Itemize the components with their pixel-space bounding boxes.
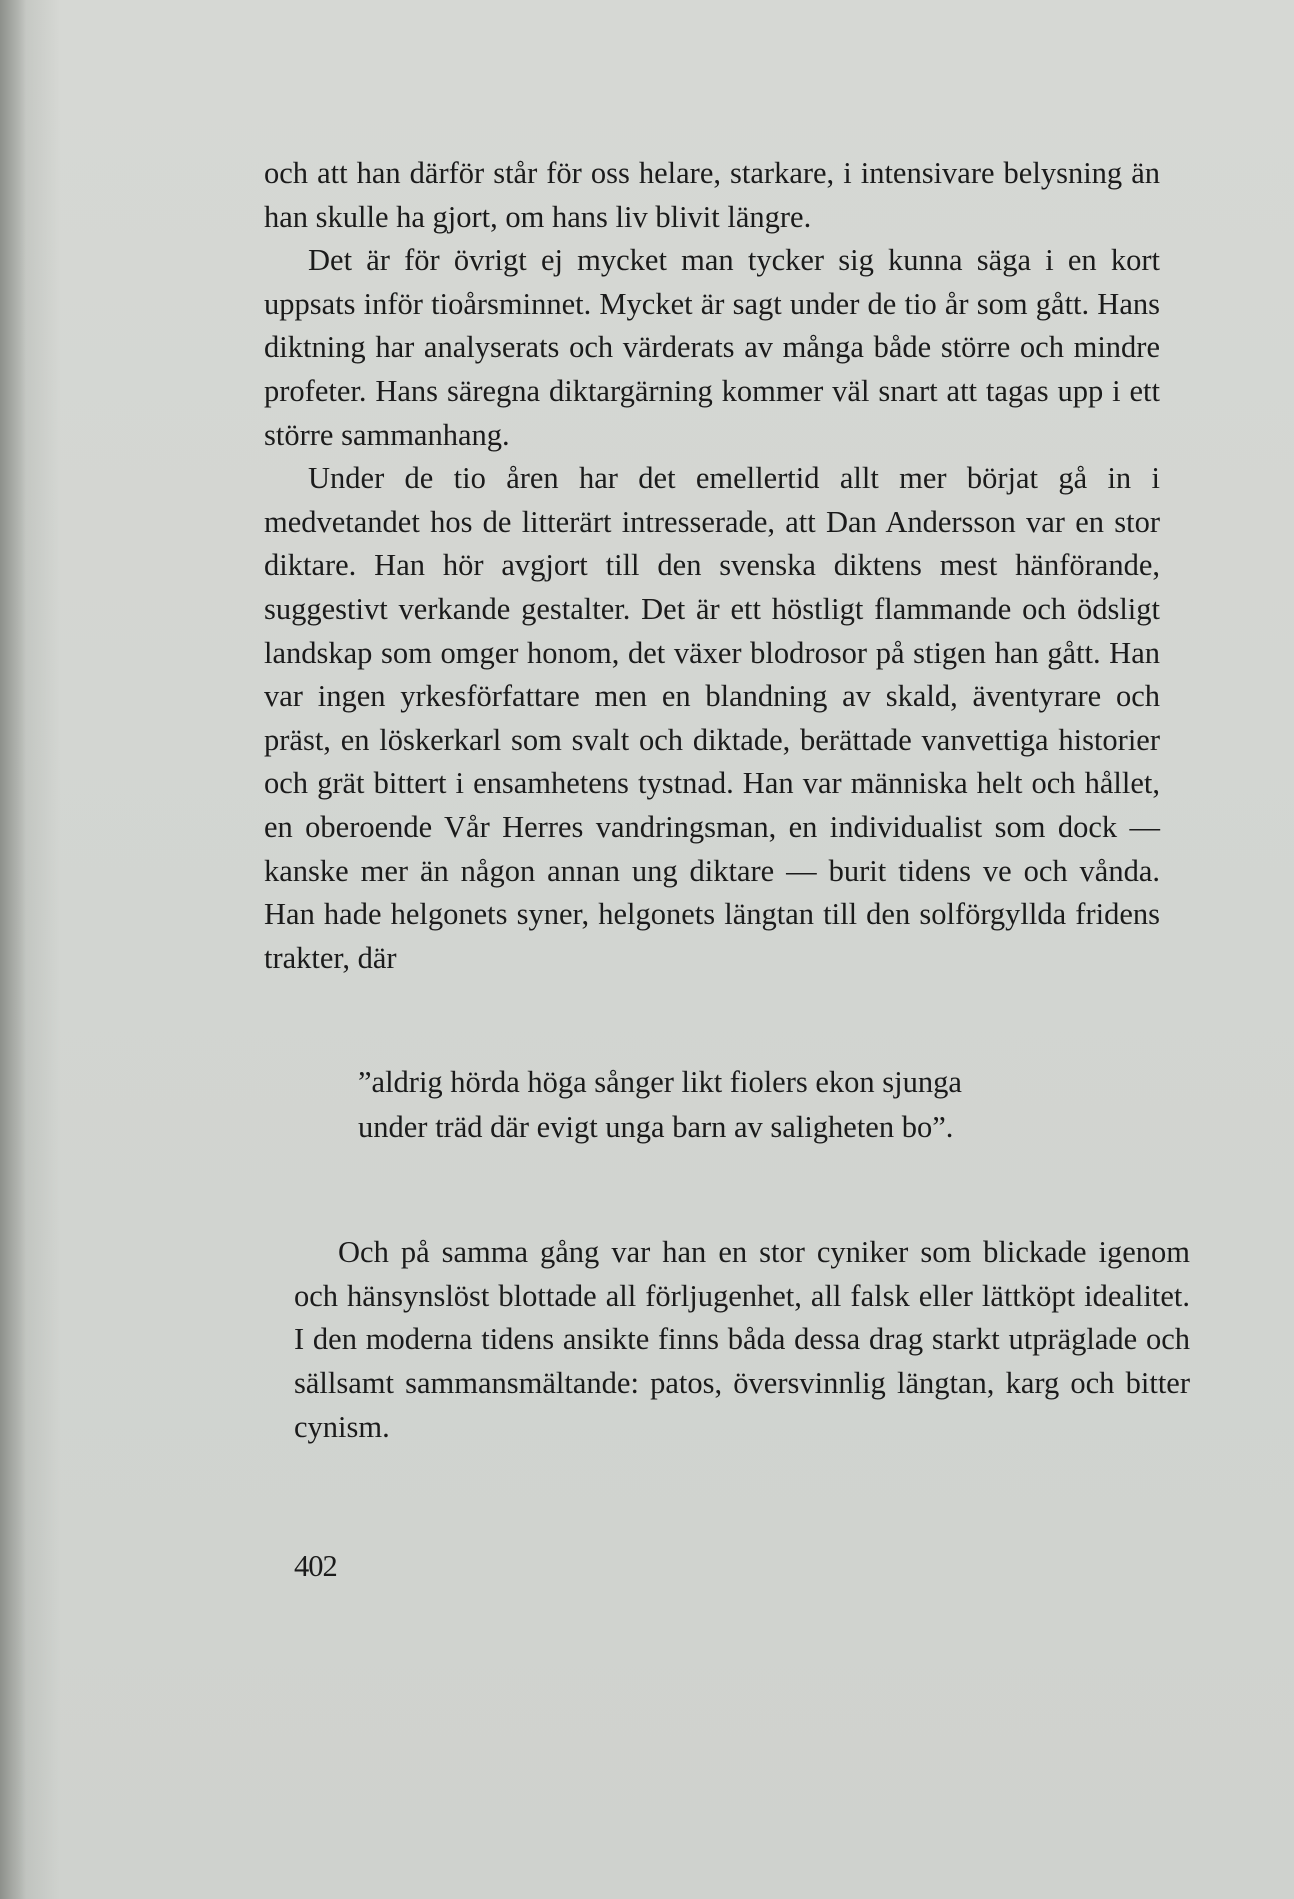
paragraph-cyniker: Och på samma gång var han en stor cyniker som blickade igenom och hänsynslöst blottade all förljugenhet, all falsk eller lättköpt idealitet. I den moderna tidens ansikte finns båda dessa drag starkt utpräglade och sällsamt sammansmältande: patos, översvinnlig längtan, karg och bitter cynism. (294, 1235, 1190, 1444)
verse-line-1: ”aldrig hörda höga sånger likt fiolers ekon sjunga (358, 1065, 962, 1100)
paragraph-continued: och att han därför står för oss helare, starkare, i intensivare belysning än han skulle ha gjort, om hans liv blivit längre. (264, 156, 1160, 234)
verse-line-2: under träd där evigt unga barn av saligheten bo”. (358, 1110, 954, 1145)
paragraph-dan-andersson: Under de tio åren har det emellertid allt mer börjat gå in i medvetandet hos de litterärt intresserade, att Dan Andersson var en stor diktare. Han hör avgjort till den svenska diktens mest hänförande, suggestivt verkande gestalter. Det är ett höstligt flammande och ödsligt landskap som omger honom, det växer blodrosor på stigen han gått. Han var ingen yrkesförfattare men en blandning av skald, äventyrare och präst, en löskerkarl som svalt och diktade, berättade vanvettiga historier och grät bittert i ensamhetens tystnad. Han var människa helt och hållet, en oberoende Vår Herres vandringsman, en individualist som dock — kanske mer än någon annan ung diktare — burit tidens ve och vånda. Han hade helgonets syner, helgonets längtan till den solförgyllda fridens trakter, där (264, 461, 1160, 975)
body-text (264, 152, 1190, 1449)
verse-quote (358, 1060, 1078, 1150)
paragraph-tioarsminnet: Det är för övrigt ej mycket man tycker sig kunna säga i en kort uppsats inför tioårsminnet. Mycket är sagt under de tio år som gått. Hans diktning har analyserats och värderats av många både större och mindre profeter. Hans säregna diktargärning kommer väl snart att tagas upp i ett större sammanhang. (264, 243, 1160, 452)
page-number: 402 (294, 1549, 337, 1583)
page-gutter-shadow (0, 0, 26, 1899)
